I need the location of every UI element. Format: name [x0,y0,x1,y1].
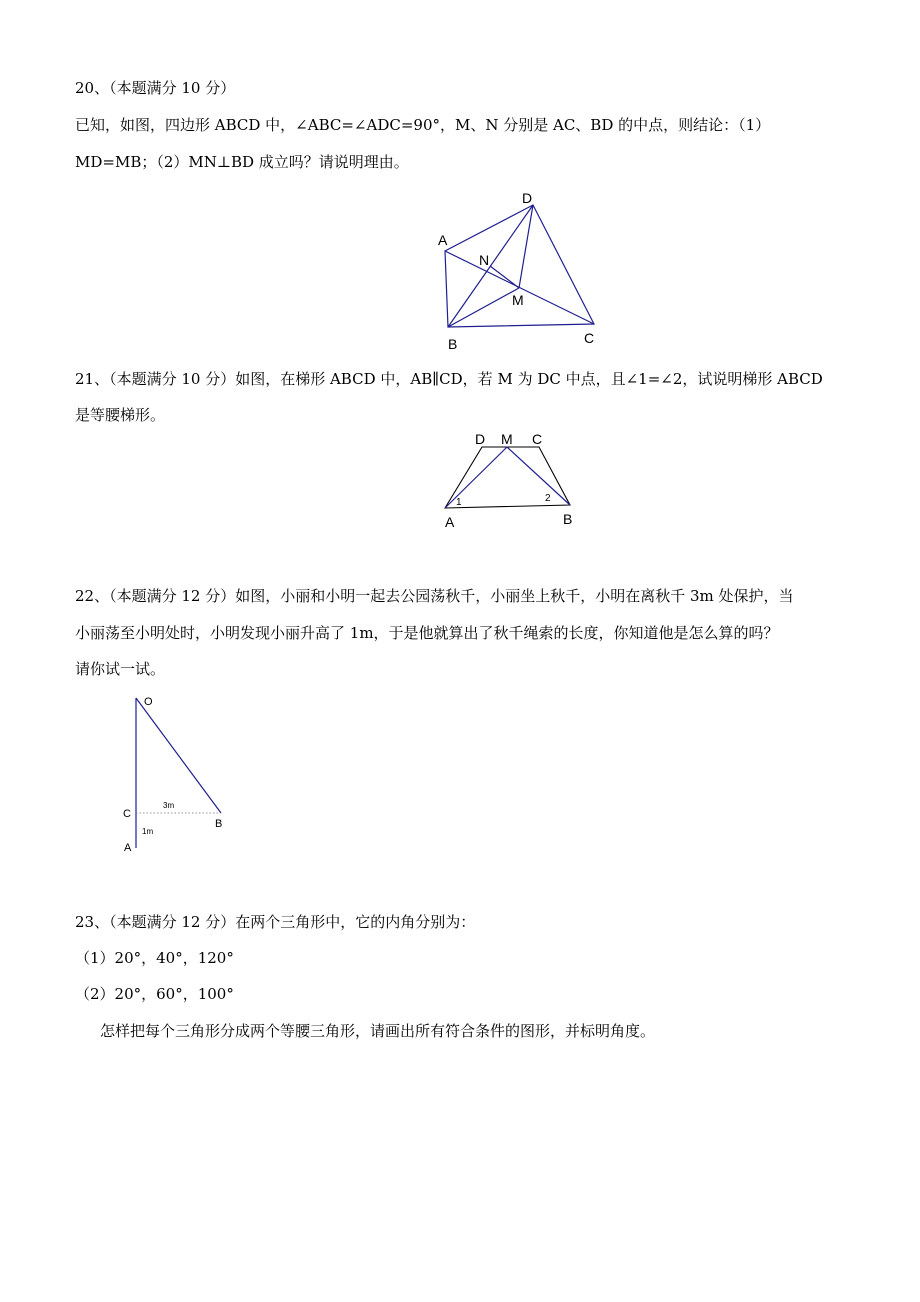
q20-label-M: M [512,292,524,308]
q21-text-line1: 21、（本题满分 10 分）如图，在梯形 ABCD 中，AB∥CD，若 M 为 DC 中点，且∠1=∠2，试说明梯形 ABCD [75,370,823,388]
q23-case2: （2）20°，60°，100° [75,985,234,1003]
q22-text-line3: 请你试一试。 [75,660,166,678]
q21-label-M: M [501,431,513,447]
q21-label-A: A [445,514,455,530]
q22-text-line2: 小丽荡至小明处时，小明发现小丽升高了 1m，于是他就算出了秋千绳索的长度，你知道他是怎么算的吗？ [75,624,779,642]
q20-label-N: N [479,252,490,268]
q22-text-line1: 22、（本题满分 12 分）如图，小丽和小明一起去公园荡秋千，小丽坐上秋千，小明在离秋千 3m 处保护，当 [75,587,794,605]
q20-label-C: C [584,330,595,346]
q20-segment-MB [448,288,519,327]
q21-trapezoid-figure [435,428,585,533]
q22-swing-figure [115,690,235,860]
q20-label-A: A [438,232,448,248]
q22-label-1m: 1m [142,827,154,836]
q20-label-D: D [522,190,533,206]
q22-rope-OB [136,698,221,813]
q20-segment-MD [519,205,533,288]
q22-label-A: A [124,842,132,854]
q22-label-B: B [215,818,223,830]
q21-angle-2: 2 [545,493,551,504]
q21-label-C: C [532,431,543,447]
q22-label-3m: 3m [163,801,175,810]
q20-text-line1: 已知，如图，四边形 ABCD 中，∠ABC=∠ADC=90°，M、N 分别是 AC、BD 的中点，则结论：（1） [75,116,771,134]
q20-segment-MN [490,266,519,288]
q23-text-line1: 23、（本题满分 12 分）在两个三角形中，它的内角分别为： [75,913,476,931]
q20-label-B: B [448,336,458,352]
q21-trapezoid-ABCD [445,447,570,508]
q21-label-D: D [475,431,486,447]
q21-angle-1: 1 [456,497,462,508]
q23-case1: （1）20°，40°，120° [75,949,234,967]
q20-quad-ABCD [445,205,594,327]
q22-label-O: O [144,696,153,708]
q21-label-B: B [563,511,573,527]
q20-text-line2: MD=MB；（2）MN⊥BD 成立吗？请说明理由。 [75,153,409,171]
q20-quadrilateral-figure [420,185,610,355]
q23-instruction: 怎样把每个三角形分成两个等腰三角形，请画出所有符合条件的图形，并标明角度。 [100,1022,656,1040]
q21-text-line2: 是等腰梯形。 [75,406,166,424]
q20-header: 20、（本题满分 10 分） [75,79,236,97]
q22-label-C: C [123,808,131,820]
q21-segment-MB [507,447,570,505]
